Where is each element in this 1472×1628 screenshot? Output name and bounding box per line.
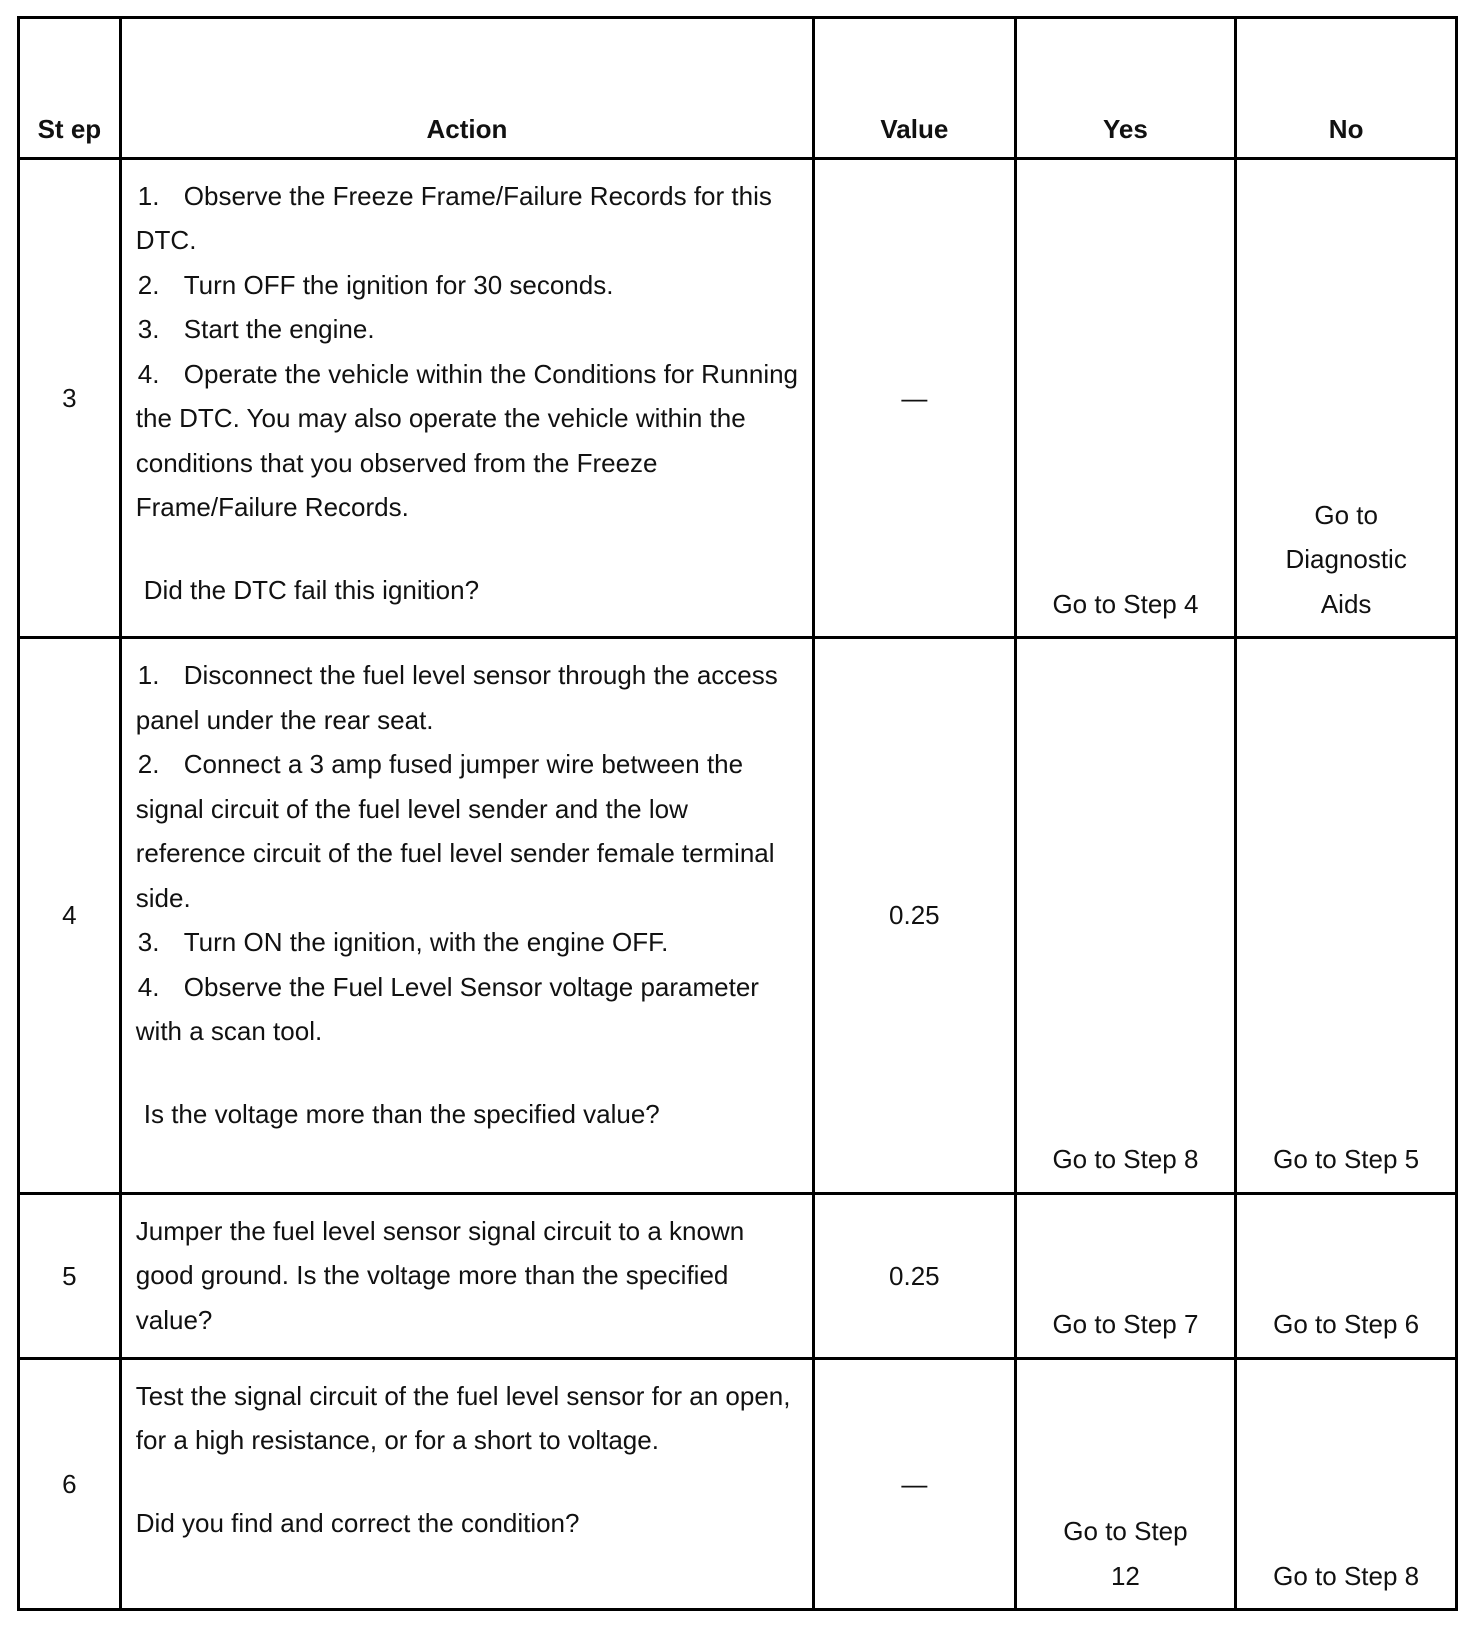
action-step: 1. Disconnect the fuel level sensor through the access panel under the rear seat.	[135, 660, 778, 735]
header-value: Value	[814, 18, 1016, 159]
value-cell: —	[814, 158, 1016, 637]
yes-cell: Go to Step 7	[1015, 1193, 1236, 1358]
diagnostic-table	[17, 16, 1458, 1611]
action-question: Did the DTC fail this ignition?	[143, 574, 480, 605]
action-step: 3. Turn ON the ignition, with the engine OFF.	[137, 927, 669, 958]
yes-cell: Go to Step 8	[1015, 638, 1236, 1194]
no-cell: Go to Step 5	[1236, 638, 1457, 1194]
action-text: Test the signal circuit of the fuel level sensor for an open, for a high resistance, or for a short to voltage.	[135, 1380, 791, 1456]
action-step: 2. Connect a 3 amp fused jumper wire between the signal circuit of the fuel level sender and the low reference circuit of the fuel level sender female terminal side.	[135, 749, 775, 913]
action-step: 4. Operate the vehicle within the Conditions for Running the DTC. You may also operate the vehicle within the conditions that you observed from the Freeze Frame/Failure Records.	[135, 358, 799, 523]
value-cell: —	[814, 1358, 1016, 1609]
action-question: Did you find and correct the condition?	[135, 1507, 580, 1538]
step-number: 4	[19, 638, 121, 1194]
action-cell	[120, 638, 813, 1194]
action-cell	[120, 158, 813, 637]
action-question: Is the voltage more than the specified value?	[143, 1098, 660, 1129]
no-cell: Go to Step 6	[1236, 1193, 1457, 1358]
header-step: St ep	[19, 18, 121, 159]
value-cell: 0.25	[814, 1193, 1016, 1358]
no-cell: Go to Step 8	[1236, 1358, 1457, 1609]
table-row	[19, 1193, 1457, 1358]
action-step: 4. Observe the Fuel Level Sensor voltage parameter with a scan tool.	[135, 971, 759, 1047]
step-number: 6	[19, 1358, 121, 1609]
table-row	[19, 638, 1457, 1194]
header-action: Action	[120, 18, 813, 159]
header-yes: Yes	[1015, 18, 1236, 159]
step-number: 3	[19, 158, 121, 637]
action-step: 3. Start the engine.	[137, 314, 375, 345]
action-text: Jumper the fuel level sensor signal circuit to a known good ground. Is the voltage more than the specified value?	[135, 1215, 745, 1335]
action-step: 2. Turn OFF the ignition for 30 seconds.	[137, 269, 614, 300]
action-step: 1. Observe the Freeze Frame/Failure Records for this DTC.	[135, 180, 772, 256]
no-cell: Go to Diagnostic Aids	[1236, 158, 1457, 637]
table-row	[19, 1358, 1457, 1609]
value-cell: 0.25	[814, 638, 1016, 1194]
table-row	[19, 158, 1457, 637]
yes-cell: Go to Step 4	[1015, 158, 1236, 637]
header-row	[19, 18, 1457, 159]
yes-cell: Go to Step 12	[1015, 1358, 1236, 1609]
action-cell	[120, 1193, 813, 1358]
action-cell	[120, 1358, 813, 1609]
header-no: No	[1236, 18, 1457, 159]
step-number: 5	[19, 1193, 121, 1358]
